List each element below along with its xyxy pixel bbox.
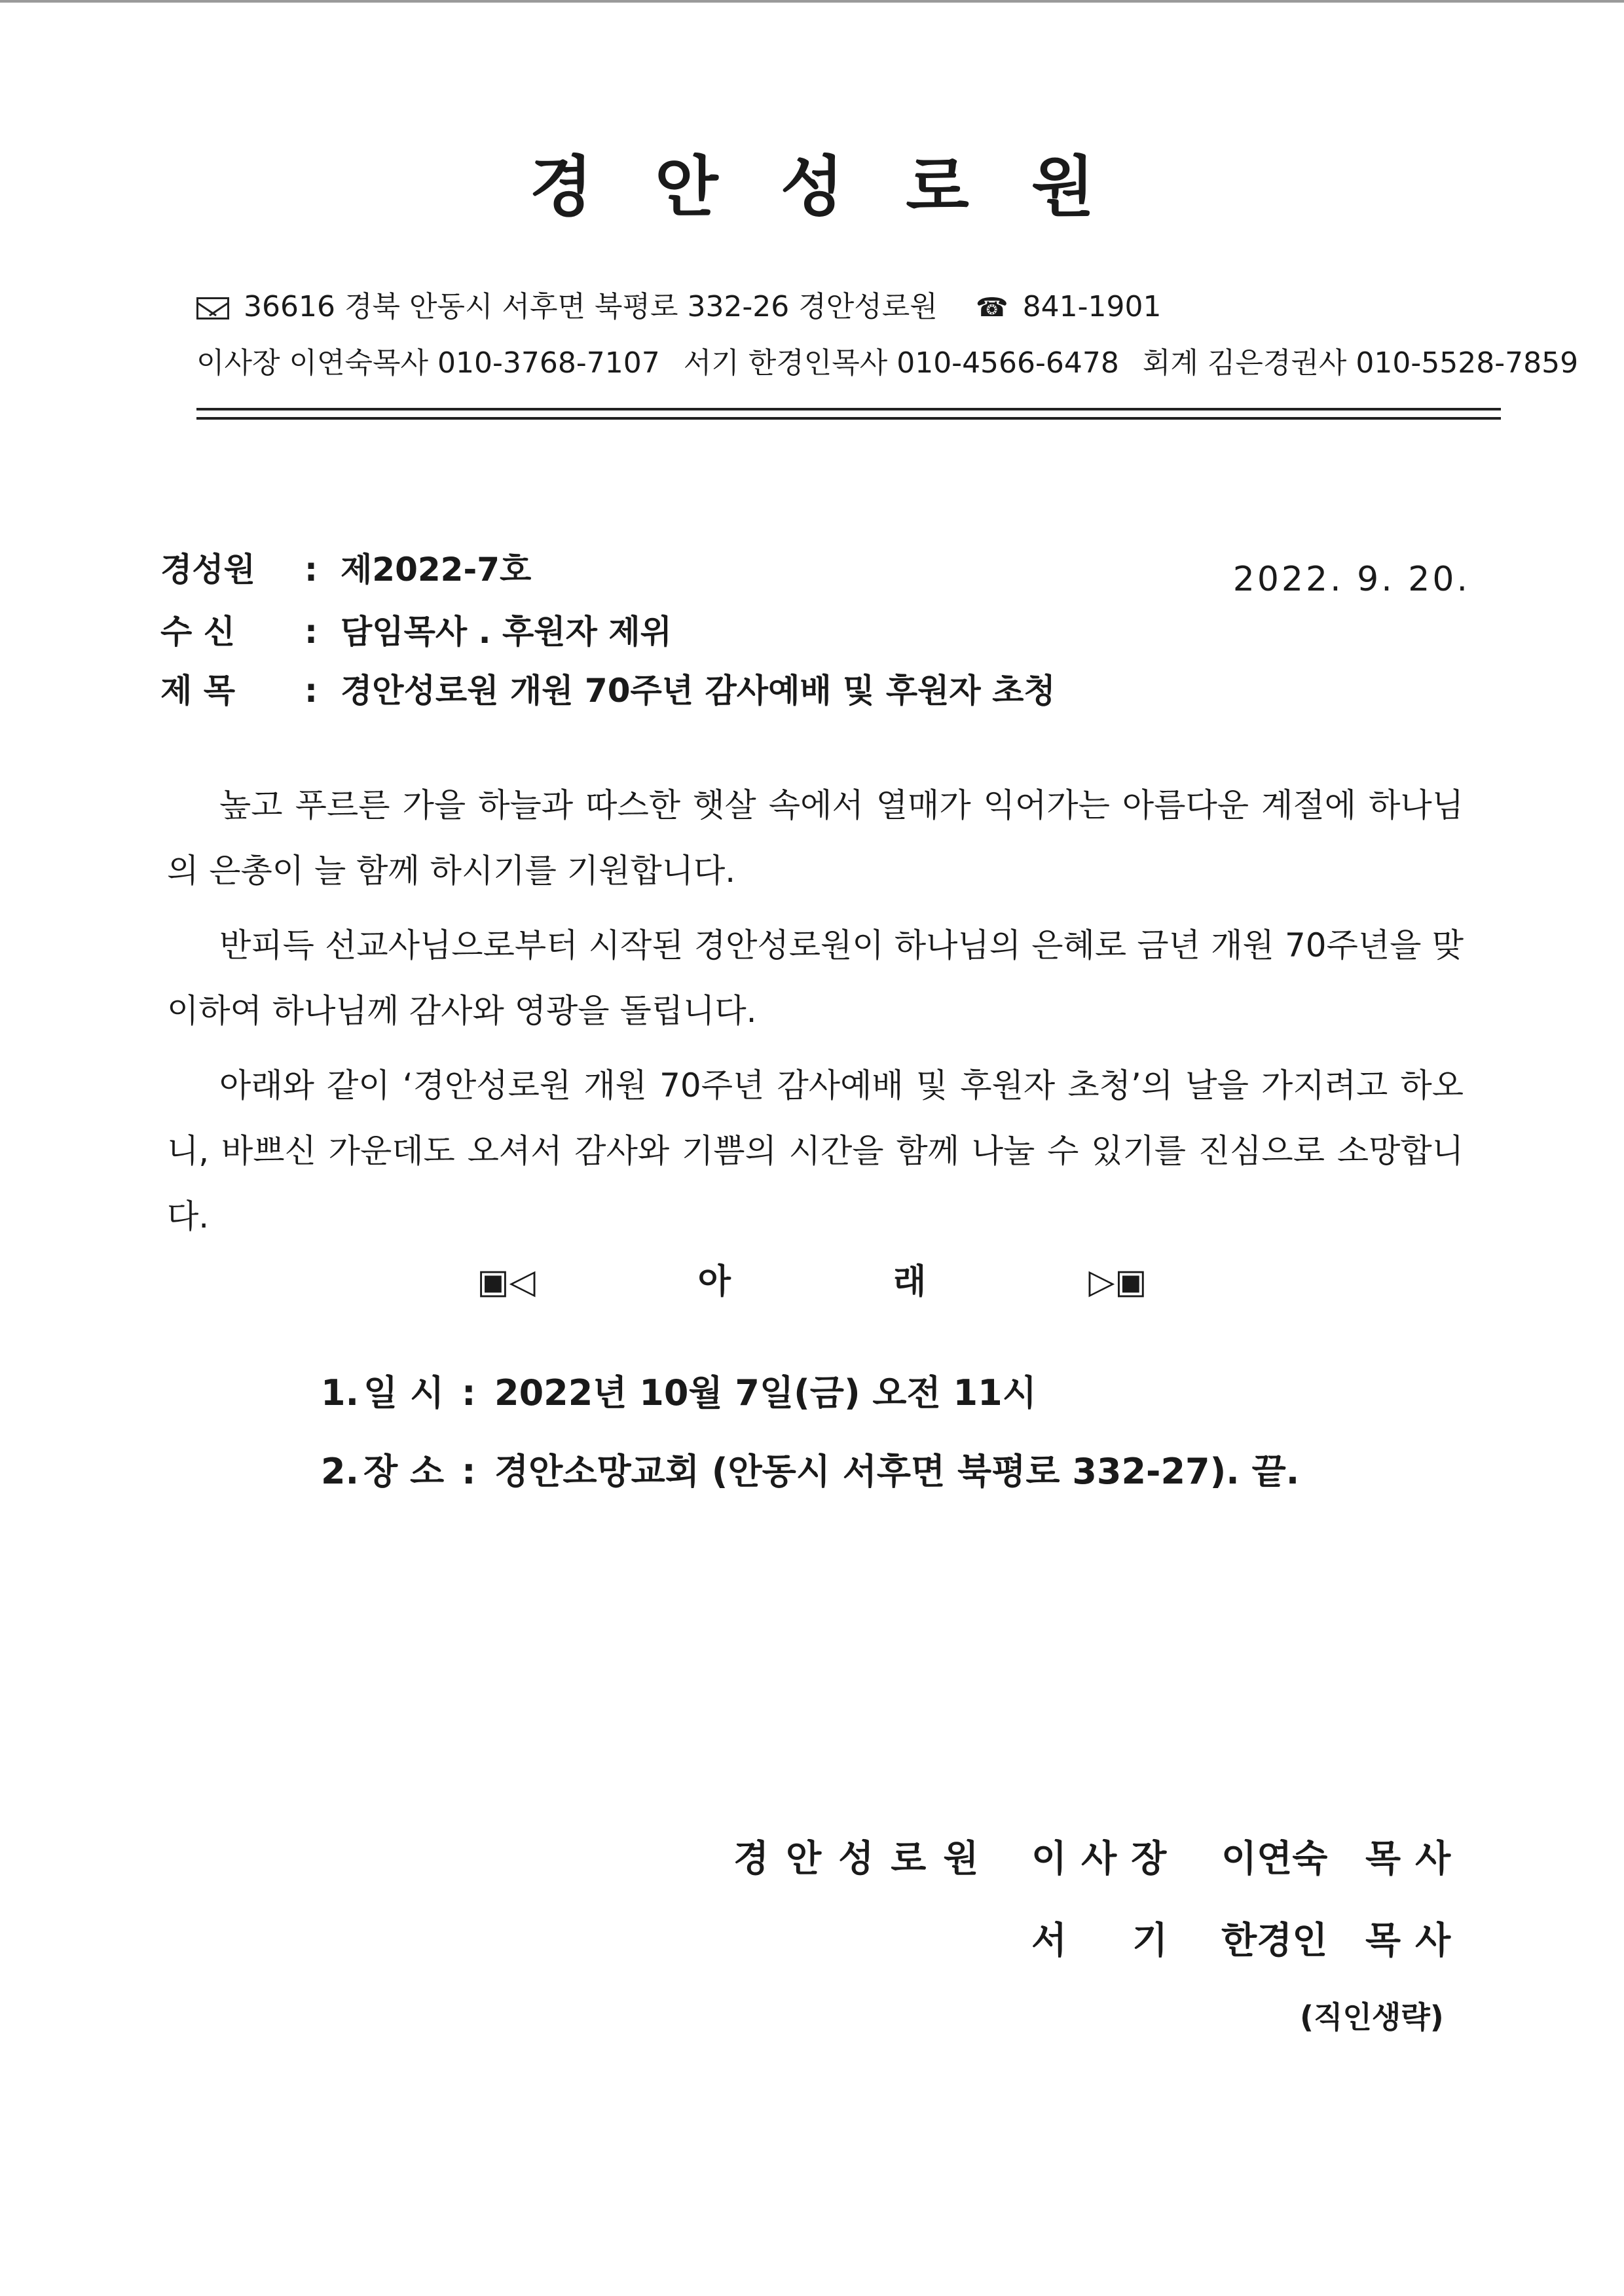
colon: : — [462, 1372, 476, 1413]
notice-heading: ▣◁ 아 래 ▷▣ — [477, 1262, 1147, 1302]
header-rule-top — [196, 408, 1501, 410]
address-line — [196, 283, 1175, 325]
signature-org: 경안성로원 — [733, 1838, 996, 1880]
event-time: 2022년 10월 7일(금) 오전 11시 — [494, 1372, 1037, 1413]
event-time-row — [321, 1365, 1037, 1415]
contact-chair: 이사장 이연숙목사 010-3768-7107 — [196, 346, 660, 380]
recipient-row — [160, 606, 672, 653]
subject-row — [160, 665, 1056, 712]
signature-secretary-suffix: 목사 — [1365, 1920, 1466, 1962]
header-rule-bottom — [196, 417, 1501, 420]
item-number: 2. — [321, 1451, 360, 1492]
doc-number-row — [160, 543, 531, 591]
address: 36616 경북 안동시 서후면 북평로 332-26 경안성로원 — [244, 290, 938, 323]
phone-icon: ☎ — [975, 293, 1008, 323]
contact-secretary: 서기 한경인목사 010-4566-6478 — [683, 346, 1119, 380]
phone-number: 841-1901 — [1022, 290, 1162, 323]
signature-chair-title: 이사장 — [1031, 1838, 1181, 1880]
scan-edge — [0, 0, 1624, 3]
colon: : — [462, 1451, 476, 1492]
colon: : — [304, 672, 318, 710]
signature-secretary-title: 서기 — [1031, 1920, 1234, 1962]
letter-body — [167, 773, 1464, 1258]
body-paragraph: 아래와 같이 ‘경안성로원 개원 70주년 감사예배 및 후원자 초청’의 날을 가지려고 하오니, 바쁘신 가운데도 오셔서 감사와 기쁨의 시간을 함께 나눌 수 있기를 진심으로 소망합니다. — [167, 1066, 1464, 1235]
colon: : — [304, 551, 318, 589]
event-place-row — [321, 1444, 1299, 1494]
document-date: 2022. 9. 20. — [1232, 560, 1470, 599]
item-label: 일 시 — [363, 1372, 445, 1413]
subject: 경안성로원 개원 70주년 감사예배 및 후원자 초청 — [341, 672, 1056, 710]
event-place: 경안소망교회 (안동시 서후면 북평로 332-27). 끝. — [494, 1451, 1300, 1492]
letterhead-title: 경안성로원 — [529, 149, 1157, 225]
doc-number: 제2022-7호 — [341, 551, 532, 589]
body-paragraph: 반피득 선교사님으로부터 시작된 경안성로원이 하나님의 은혜로 금년 개원 70주년을 맞이하여 하나님께 감사와 영광을 돌립니다. — [167, 926, 1464, 1030]
seal-omitted-note: (직인생략) — [1300, 1999, 1444, 2035]
signature-chair-name: 이연숙 — [1221, 1838, 1328, 1880]
item-number: 1. — [321, 1372, 360, 1413]
body-paragraph: 높고 푸르른 가을 하늘과 따스한 햇살 속에서 열매가 익어가는 아름다운 계절에 하나님의 은총이 늘 함께 하시기를 기원합니다. — [167, 786, 1464, 890]
recipient-label: 수 신 — [160, 613, 236, 651]
envelope-icon — [196, 297, 229, 319]
recipient: 담임목사 . 후원자 제위 — [341, 613, 672, 651]
contact-treasurer: 회계 김은경권사 010-5528-7859 — [1142, 346, 1579, 380]
item-label: 장 소 — [363, 1451, 445, 1492]
contact-line — [196, 339, 1593, 381]
doc-number-label: 경성원 — [160, 551, 255, 589]
colon: : — [304, 613, 318, 651]
subject-label: 제 목 — [160, 672, 236, 710]
signature-secretary-name: 한경인 — [1221, 1920, 1328, 1962]
signature-chair-suffix: 목사 — [1365, 1838, 1466, 1880]
